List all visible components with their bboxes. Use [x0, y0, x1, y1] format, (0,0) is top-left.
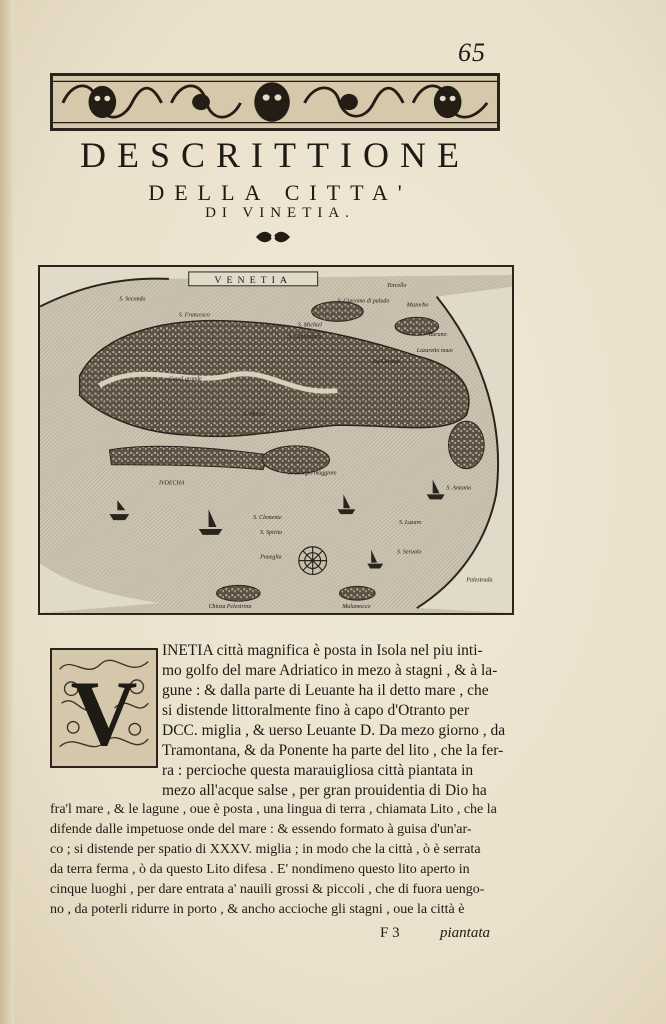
map-label: Malamocco — [342, 604, 371, 611]
main-title: DESCRITTIONE — [80, 135, 470, 175]
map-label: Poueglia — [260, 554, 282, 561]
text-line: fra'l mare , & le lagune , oue è posta , una lingua di terra , chiamata Lito , che la — [50, 803, 497, 817]
text-line: si distende littoralmente fino à capo d'Otranto per — [162, 703, 470, 719]
map-label: Palestrada — [466, 577, 493, 584]
page-gutter — [0, 0, 14, 1024]
text-line: no , da poterli ridurre in porto , & ancho accioche gli stagni , oue la città è — [50, 903, 465, 917]
text-line: ra : percioche questa marauigliosa città piantata in — [162, 763, 474, 779]
dropcap-letter: V — [70, 662, 138, 766]
text-line: Tramontana, & da Ponente ha parte del lito , che la fer- — [162, 743, 504, 759]
text-line: cinque luoghi , per dare entrata a' nauili grossi & piccoli , che di fuora uengo- — [50, 883, 485, 897]
subtitle: DELLA CITTA' — [148, 180, 412, 205]
map-label: Torcello — [387, 282, 407, 289]
text-line: mo golfo del mare Adriatico in mezo à stagni , & à la- — [162, 663, 498, 679]
map-label: S. Giorgio maggiore — [287, 470, 337, 477]
map-label: S. Seruolo — [396, 549, 422, 556]
historiated-initial — [50, 648, 158, 768]
map-label: S. Secondo — [119, 296, 146, 303]
map-label: S. Francesco — [178, 312, 210, 319]
text-line: INETIA città magnifica è posta in Isola nel piu inti- — [162, 643, 483, 659]
fleuron-ornament — [254, 230, 292, 244]
text-line: difende dalle impetuose onde del mare : & essendo formato à guisa d'un'ar- — [50, 823, 472, 837]
map-label: IVDECHA — [158, 480, 185, 487]
ornamental-header-banner — [50, 73, 500, 131]
text-line: da terra ferma , ò da questo Lito difesa . E' nondimeno questo lito aperto in — [50, 863, 470, 877]
text-line: DCC. miglia , & uerso Leuante D. Da mezo giorno , da — [162, 723, 506, 739]
map-label: S. Michiel — [297, 322, 322, 329]
map-label: S. Giacomo di paludo — [337, 298, 390, 305]
map-label: Burano — [428, 332, 447, 339]
map-label: S. Antonio — [446, 485, 472, 492]
map-title: VENETIA — [214, 274, 293, 286]
map-label: S. Spirito — [260, 529, 283, 536]
text-line: mezo all'acque salse , per gran prouidentia di Dio ha — [162, 783, 487, 799]
map-label: S. Christoforo — [287, 334, 322, 341]
map-label: S. Lazaro — [398, 520, 422, 527]
text-line: gune : & dalla parte di Leuante ha il detto mare , che — [162, 683, 489, 699]
map-label: S. Clemente — [253, 515, 282, 522]
map-label: S. Marco — [243, 411, 265, 418]
page-number: 65 — [458, 38, 486, 67]
catchword: piantata — [440, 925, 491, 941]
map-label: La Certosa — [373, 358, 400, 365]
map-label: Chioza Pelestrina — [208, 604, 252, 611]
map-label: Mazorbo — [406, 302, 429, 309]
subtitle-city: DI VINETIA. — [205, 205, 355, 221]
text-line: co ; si distende per spatio di XXXV. miglia ; in modo che la città , ò è serrata — [50, 843, 481, 857]
signature-mark: F 3 — [380, 925, 400, 941]
map-label: Lazaretto nouo — [416, 348, 453, 355]
venice-map-engraving — [38, 265, 514, 615]
map-label: Canal grande — [168, 376, 202, 383]
